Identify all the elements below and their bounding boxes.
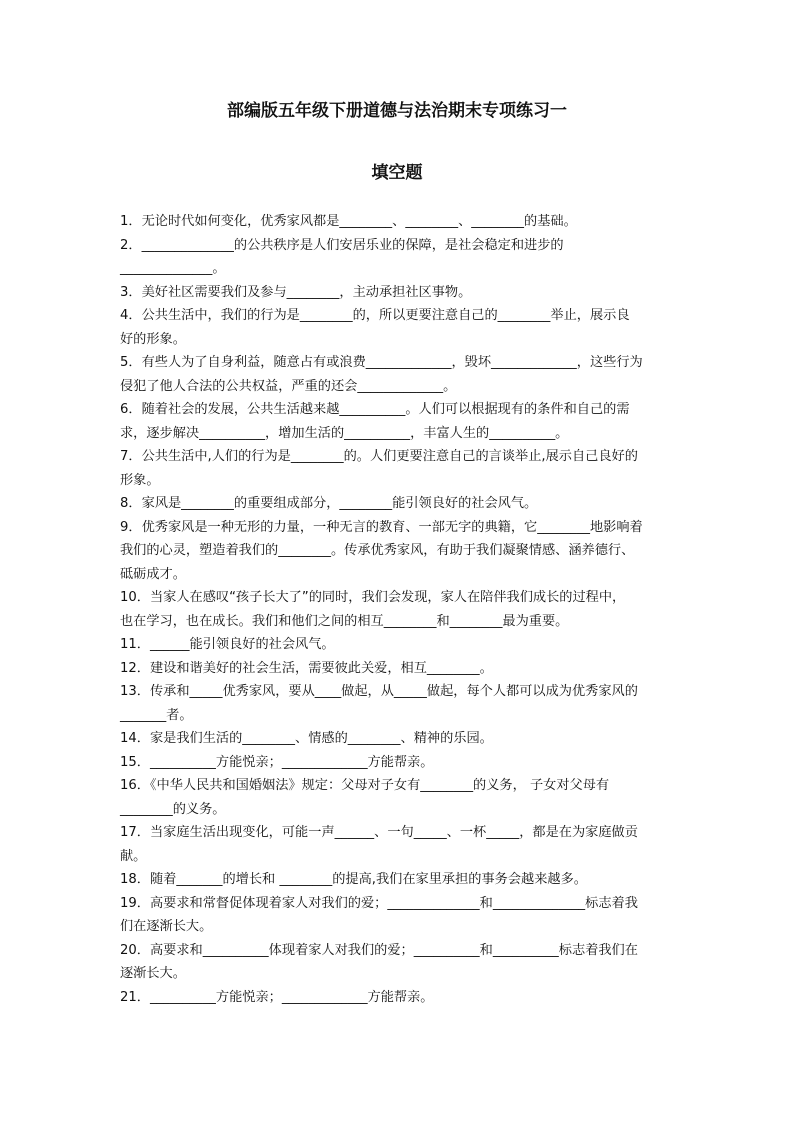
question-item: 19．高要求和常督促体现着家人对我们的爱；______________和______________标志着我 们在逐渐长大。: [120, 895, 638, 934]
question-item: 13．传承和_____优秀家风，要从____做起，从_____做起，每个人都可以成为优秀家风的 _______者。: [120, 684, 638, 723]
question-item: 2．______________的公共秩序是人们安居乐业的保障，是社会稳定和进步的 ______________。: [120, 237, 564, 276]
question-item: 21．__________方能悦亲；_____________方能帮亲。: [120, 989, 434, 1005]
document-title: 部编版五年级下册道德与法治期末专项练习一: [227, 101, 567, 121]
question-item: 4．公共生活中，我们的行为是________的，所以更要注意自己的________举止，展示良 好的形象。: [120, 308, 630, 347]
question-item: 10．当家人在感叹“孩子长大了”的同时，我们会发现，家人在陪伴我们成长的过程中， 也在学习，也在成长。我们和他们之间的相互________和________最为重要。: [120, 590, 626, 629]
question-item: 15．__________方能悦亲；_____________方能帮亲。: [120, 754, 434, 770]
question-item: 17．当家庭生活出现变化，可能一声______、一句_____、一杯_____，都是在为家庭做贡 献。: [120, 825, 638, 864]
question-item: 8．家风是________的重要组成部分，________能引领良好的社会风气。: [120, 496, 538, 511]
question-item: 11．______能引领良好的社会风气。: [120, 637, 335, 652]
question-item: 14．家是我们生活的________、情感的________、精神的乐园。: [120, 731, 493, 746]
question-item: 1．无论时代如何变化，优秀家风都是________、________、________的基础。: [120, 214, 577, 229]
question-item: 20．高要求和__________体现着家人对我们的爱；__________和__________标志着我们在 逐渐长大。: [120, 942, 638, 981]
question-item: 7．公共生活中,人们的行为是________的。人们更要注意自己的言谈举止,展示自己良好的 形象。: [120, 449, 638, 488]
question-item: 16．《中华人民共和国婚姻法》规定：父母对子女有________的义务， 子女对父母有 ________的义务。: [120, 778, 610, 817]
question-item: 9．优秀家风是一种无形的力量，一种无言的教育、一部无字的典籍，它________地影响着 我们的心灵，塑造着我们的________。传承优秀家风，有助于我们凝聚情感、涵养德行、 砥砺成才。: [120, 519, 643, 582]
question-item: 12．建设和谐美好的社会生活，需要彼此关爱，相互________。: [120, 660, 493, 676]
question-item: 5．有些人为了自身利益，随意占有或浪费_____________，毁坏_____________，这些行为 侵犯了他人合法的公共权益，严重的还会_____________。: [120, 355, 643, 394]
question-item: 6．随着社会的发展，公共生活越来越__________。人们可以根据现有的条件和自己的需 求，逐步解决__________，增加生活的__________，丰富人生的__________。: [120, 402, 630, 441]
question-item: 3．美好社区需要我们及参与________，主动承担社区事物。: [120, 284, 472, 300]
question-list: [120, 210, 680, 1009]
question-item: 18．随着_______的增长和 ________的提高,我们在家里承担的事务会越来越多。: [120, 872, 587, 887]
section-heading: 填空题: [371, 163, 423, 183]
